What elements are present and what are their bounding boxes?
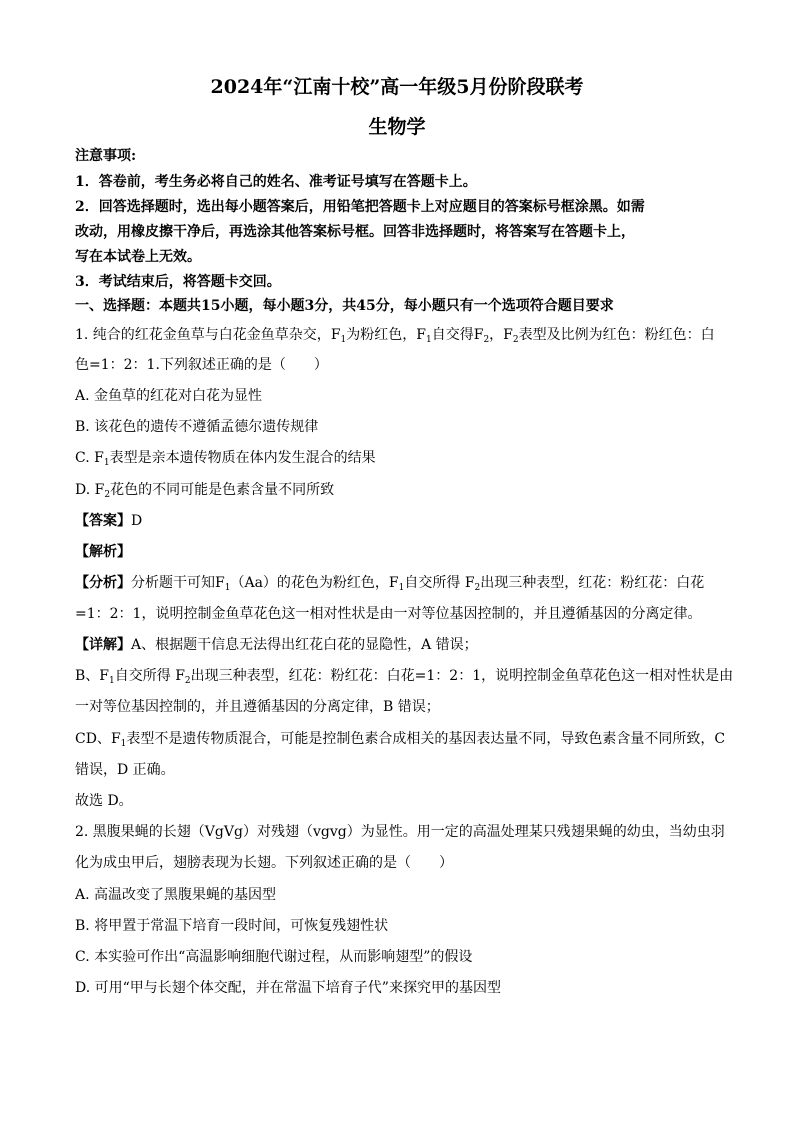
exam-title: 2024年“江南十校”高一年级5月份阶段联考 (210, 76, 584, 98)
answer-value: D (131, 513, 143, 529)
fenxi-line-2: =1：2：1，说明控制金鱼草花色这一相对性状是由一对等位基因控制的，并且遵循基因的分离定律。 (75, 606, 702, 622)
notice-item-3: 3．考试结束后，将答题卡交回。 (75, 274, 281, 290)
answer-tag: 【答案】 (75, 513, 131, 529)
notice-item-2-line-1: 2．回答选择题时，选出每小题答案后，用铅笔把答题卡上对应题目的答案标号框涂黑。如需 (75, 199, 645, 215)
q2-stem-line-1: 2. 黑腹果蝇的长翅（VgVg）对残翅（vgvg）为显性。用一定的高温处理某只残翅果蝇的幼虫，当幼虫羽 (75, 824, 725, 840)
xiangjie-line-3: 一对等位基因控制的，并且遵循基因的分离定律，B 错误； (75, 699, 440, 715)
xiangjie-line-2: B、$F_1$自交所得 $F_2$出现三种表型，红花：粉红花：白花=1：2：1，说明控制金鱼草花色这一相对性状是由 (75, 668, 734, 686)
q1-option-a: A. 金鱼草的红花对白花为显性 (75, 388, 263, 404)
fenxi-text-1: 分析题干可知$F_1(Aa)$的花色为粉红色，$F_1$自交所得 $F_2$出现三种表型，红花：粉红花：白花 (131, 575, 705, 593)
fenxi-line-1 (75, 573, 704, 598)
notice-item-2-line-2: 改动，用橡皮擦干净后，再选涂其他答案标号框。回答非选择题时，将答案写在答题卡上， (75, 224, 635, 240)
fenxi-tag: 【分析】 (75, 575, 131, 591)
xiangjie-line-1 (75, 635, 478, 655)
notice-item-2-line-3: 写在本试卷上无效。 (75, 249, 201, 265)
q2-option-d: D. 可用“甲与长翅个体交配，并在常温下培育子代”来探究甲的基因型 (75, 980, 501, 996)
q2-option-b: B. 将甲置于常温下培育一段时间，可恢复残翅性状 (75, 918, 389, 934)
q1-stem-line-2: 色=1：2：1.下列叙述正确的是（ ） (75, 357, 328, 373)
q1-option-b: B. 该花色的遗传不遵循孟德尔遗传规律 (75, 419, 319, 435)
xiangjie-text-1: A、根据题干信息无法得出红花白花的显隐性，A 错误； (131, 637, 478, 653)
subject-title: 生物学 (368, 116, 426, 138)
q2-option-a: A. 高温改变了黑腹果蝇的基因型 (75, 887, 277, 903)
xiangjie-tag: 【详解】 (75, 637, 131, 653)
q2-option-c: C. 本实验可作出“高温影响细胞代谢过程，从而影响翅型”的假设 (75, 949, 473, 965)
notice-heading: 注意事项: (75, 148, 137, 164)
q1-answer (75, 511, 142, 531)
q2-stem-line-2: 化为成虫甲后，翅膀表现为长翅。下列叙述正确的是（ ） (75, 855, 453, 871)
section-heading: 一、选择题：本题共15小题，每小题3分，共45分，每小题只有一个选项符合题目要求 (75, 298, 614, 314)
xiangjie-line-4: CD、$F_1$表型不是遗传物质混合，可能是控制色素合成相关的基因表达量不同，导致色素含量不同所致，C (75, 731, 726, 749)
q1-option-d: D. $F_2$花色的不同可能是色素含量不同所致 (75, 482, 335, 500)
analysis-tag: 【解析】 (75, 544, 131, 560)
q1-stem-line-1: 1. 纯合的红花金鱼草与白花金鱼草杂交，$F_1$为粉红色，$F_1$自交得$F_2$，$F_2$表型及比例为红色：粉红色：白 (75, 327, 715, 345)
q1-option-c: C. $F_1$表型是亲本遗传物质在体内发生混合的结果 (75, 450, 376, 468)
q1-conclusion: 故选 D。 (75, 793, 133, 809)
notice-item-1: 1．答卷前，考生务必将自己的姓名、准考证号填写在答题卡上。 (75, 174, 477, 190)
xiangjie-line-5: 错误，D 正确。 (75, 762, 175, 778)
